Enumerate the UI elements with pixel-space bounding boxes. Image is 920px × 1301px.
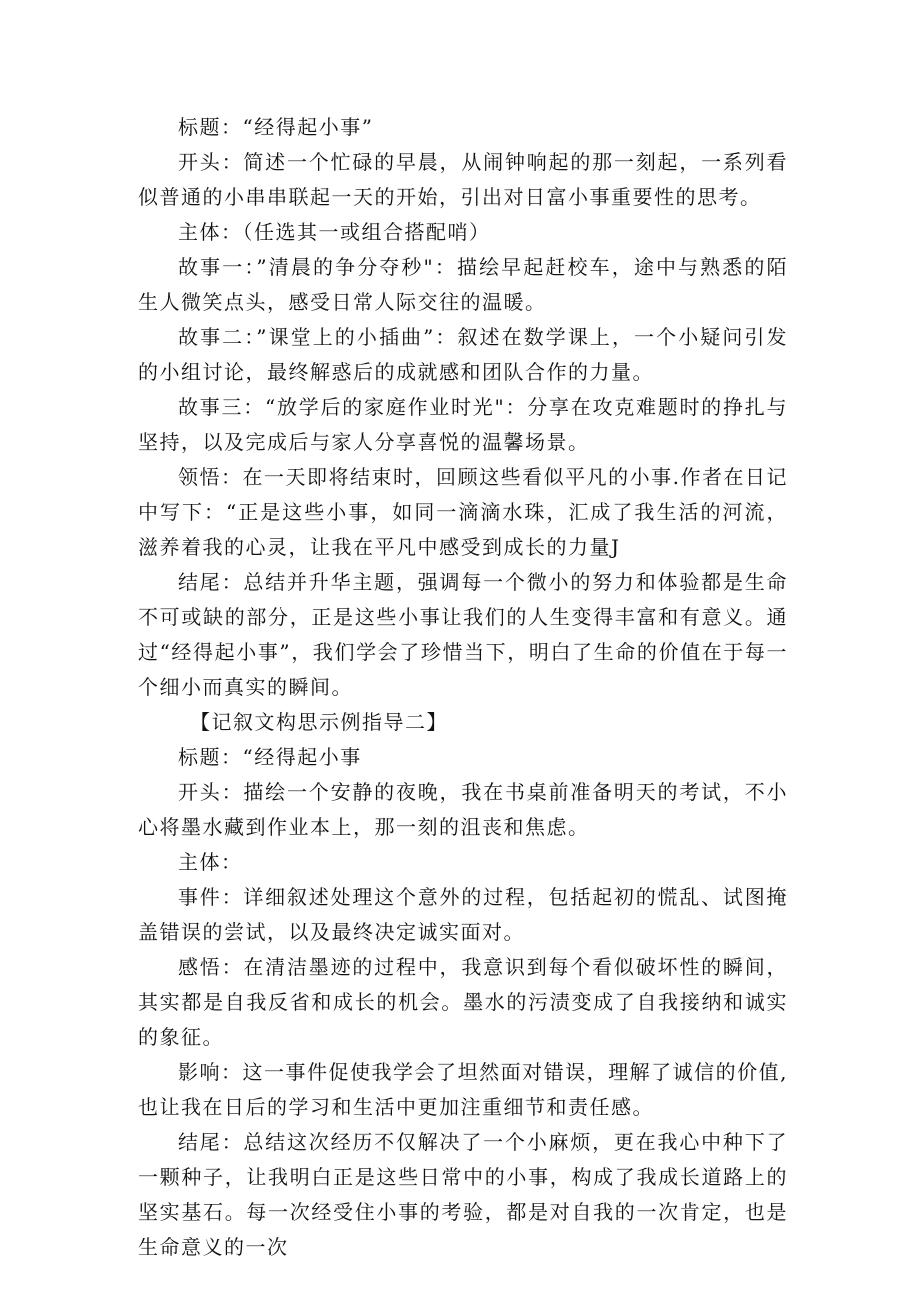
section-2-heading: 【记叙文构思示例指导二】 xyxy=(190,710,448,734)
part1-ending: 结尾：总结并升华主题，强调每一个微小的努力和体验都是生命不可或缺的部分，正是这些小事让我们的人生变得丰富和有意义。通过“经得起小事”，我们学会了珍惜当下，明白了生命的价值在于每一个细小而真实的瞬间。 xyxy=(138,570,788,699)
part1-story-3: 故事三：“放学后的家庭作业时光"：分享在攻克难题时的挣扎与坚持，以及完成后与家人分享喜悦的温馨场景。 xyxy=(138,395,788,454)
part2-title: 标题：“经得起小事 xyxy=(178,745,362,769)
part1-story-2: 故事二：”课堂上的小插曲”：叙述在数学课上，一个小疑问引发的小组讨论，最终解惑后的成就感和团队合作的力量。 xyxy=(138,325,788,384)
part2-event: 事件：详细叙述处理这个意外的过程，包括起初的慌乱、试图掩盖错误的尝试，以及最终决定诚实面对。 xyxy=(138,885,788,944)
part1-title: 标题：“经得起小事” xyxy=(178,115,374,139)
part1-opening: 开头：简述一个忙碌的早晨，从闹钟响起的那一刻起，一系列看似普通的小串串联起一天的开始，引出对日富小事重要性的思考。 xyxy=(138,150,788,209)
part2-body-intro: 主体： xyxy=(178,850,243,874)
part1-insight: 领悟：在一天即将结束时，回顾这些看似平凡的小事.作者在日记中写下：“正是这些小事，如同一滴滴水珠，汇成了我生活的河流，滋养着我的心灵，让我在平凡中感受到成长的力量J xyxy=(138,465,788,559)
part2-impact: 影响：这一事件促使我学会了坦然面对错误，理解了诚信的价值,也让我在日后的学习和生活中更加注重细节和责任感。 xyxy=(138,1060,788,1119)
part2-opening: 开头：描绘一个安静的夜晚，我在书桌前准备明天的考试，不小心将墨水藏到作业本上，那一刻的沮丧和焦虑。 xyxy=(138,780,788,839)
part2-reflection: 感悟：在清洁墨迹的过程中，我意识到每个看似破坏性的瞬间，其实都是自我反省和成长的机会。墨水的污渍变成了自我接纳和诚实的象征。 xyxy=(138,955,788,1049)
part1-body-intro: 主体：（任选其一或组合搭配哨） xyxy=(178,220,491,244)
part1-story-1: 故事一：”清晨的争分夺秒"：描绘早起赶校车，途中与熟悉的陌生人微笑点头，感受日常人际交往的温暖。 xyxy=(138,255,788,314)
document-body xyxy=(138,110,788,1265)
part2-ending: 结尾：总结这次经历不仅解决了一个小麻烦，更在我心中种下了一颗种子，让我明白正是这些日常中的小事，构成了我成长道路上的坚实基石。每一次经受住小事的考验，都是对自我的一次肯定，也是生命意义的一次 xyxy=(138,1130,788,1259)
